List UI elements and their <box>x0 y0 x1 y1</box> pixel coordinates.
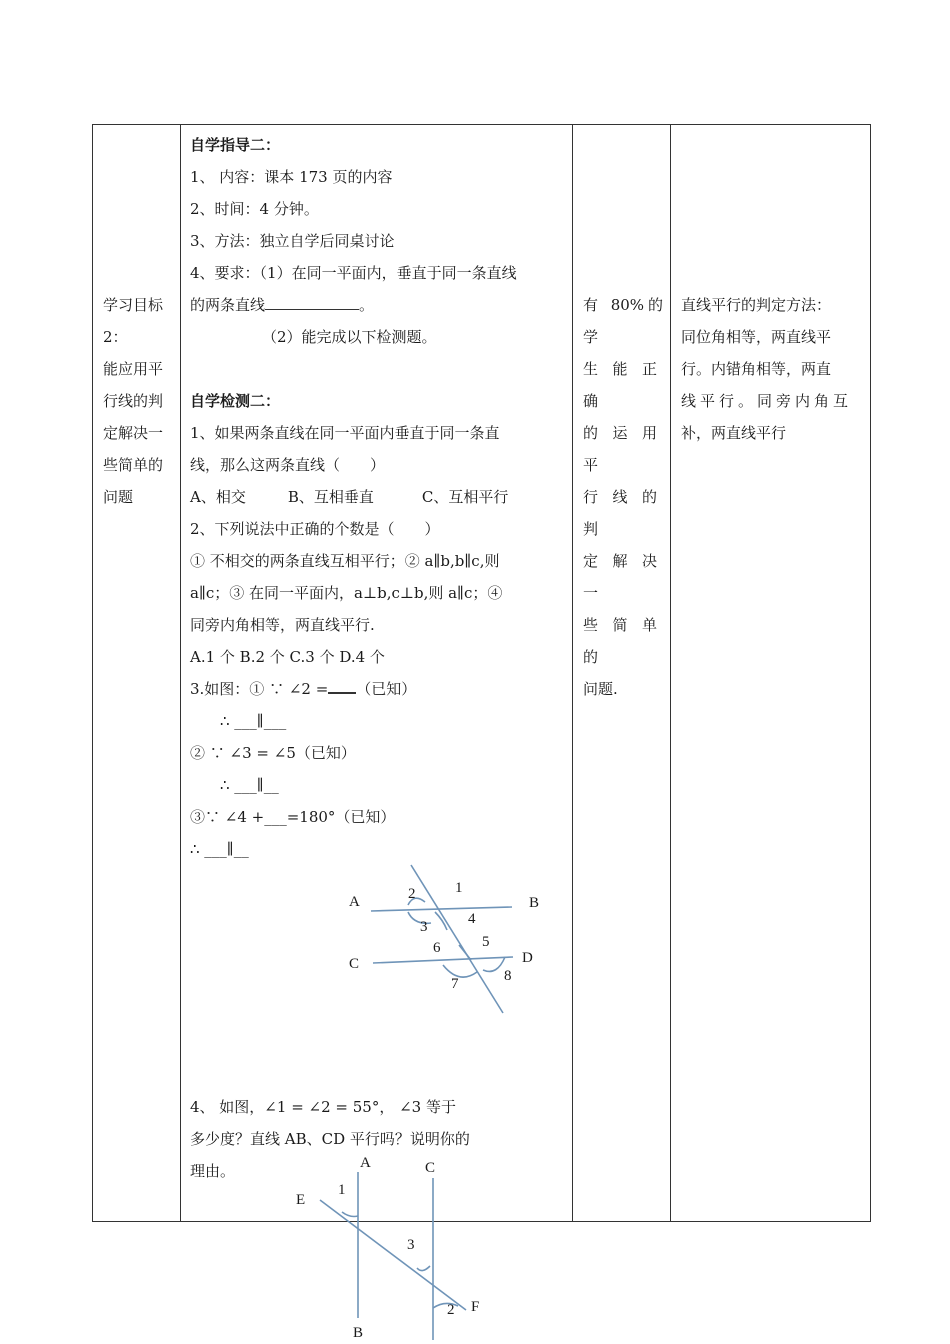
fig1-label: 5 <box>482 934 490 950</box>
method-summary <box>681 289 863 449</box>
line-ab <box>371 907 512 911</box>
learning-goal <box>103 289 175 513</box>
fig2-label: 3 <box>407 1237 415 1253</box>
guide-item: 3、方法：独立自学后同桌讨论 <box>190 232 395 250</box>
fig1-label: C <box>349 956 360 972</box>
method-line: 补，两直线平行 <box>681 424 787 442</box>
method-line: 直线平行的判定方法： <box>681 296 832 314</box>
q3-text: （已知） <box>356 680 417 698</box>
q2-line: 同旁内角相等，两直线平行. <box>190 616 375 634</box>
content-cell <box>181 125 573 1222</box>
guide-text: 的两条直线 <box>190 296 266 314</box>
q3-line: ∴ ___∥___ <box>220 712 287 730</box>
assessment-cell <box>573 125 671 1222</box>
goal-line: 问题 <box>103 488 134 506</box>
method-cell <box>671 125 871 1222</box>
line-ef <box>320 1200 466 1310</box>
q3-line: ∴ ___∥__ <box>220 776 279 794</box>
assess-line: 定解决一 <box>583 552 663 602</box>
assess-line: 的运用平 <box>583 424 663 474</box>
fig1-label: B <box>529 895 540 911</box>
fig1-label: A <box>349 894 360 910</box>
q3-line: ② ∵ ∠3 = ∠5（已知） <box>190 744 356 762</box>
assess-line: 生能正确 <box>583 360 663 410</box>
q3-text: 3.如图：① ∵ ∠2 = <box>190 680 329 698</box>
assess-line: 些简单的 <box>583 616 663 666</box>
fig1-label: 1 <box>455 880 463 896</box>
fig1-label: 7 <box>451 976 459 992</box>
parallel-lines-figure-2 <box>290 1150 500 1344</box>
assess-line: 行线的判 <box>583 488 663 538</box>
lesson-table <box>92 124 871 1222</box>
angle-arc-5 <box>459 945 471 960</box>
guide-item-with-blank <box>190 289 566 321</box>
angle-arc-7 <box>443 965 477 977</box>
q4-line: 4、 如图，∠1 = ∠2 = 55°， ∠3 等于 <box>190 1098 456 1116</box>
goal-line: 行线的判 <box>103 392 164 410</box>
guide-item: 2、时间：4 分钟。 <box>190 200 319 218</box>
q2-line: ① 不相交的两条直线互相平行；② a∥b,b∥c,则 <box>190 552 500 570</box>
method-line: 同位角相等，两直线平 <box>681 328 832 346</box>
answer-blank[interactable] <box>265 291 359 310</box>
q2-options: A.1 个 B.2 个 C.3 个 D.4 个 <box>190 648 385 666</box>
fig1-label: 6 <box>433 940 441 956</box>
q1-options <box>190 481 566 513</box>
goal-cell <box>93 125 181 1222</box>
fig1-label: 8 <box>504 968 512 984</box>
method-line: 行。内错角相等，两直 <box>681 360 832 378</box>
parallel-lines-figure-1 <box>351 860 551 1020</box>
angle-arc-1 <box>342 1212 358 1217</box>
fig2-label: 1 <box>338 1182 346 1198</box>
q2-line: a∥c；③ 在同一平面内，a⊥b,c⊥b,则 a∥c；④ <box>190 584 503 602</box>
q2-line: 2、下列说法中正确的个数是（ ） <box>190 520 440 538</box>
q1-line: 1、如果两条直线在同一平面内垂直于同一条直 <box>190 424 500 442</box>
assessment-target <box>583 289 663 705</box>
goal-line: 能应用平 <box>103 360 164 378</box>
fig2-label: B <box>353 1325 364 1341</box>
fig2-label: E <box>296 1192 306 1208</box>
fig1-label: 4 <box>468 911 476 927</box>
angle-arc-3 <box>417 1266 430 1271</box>
goal-line: 2： <box>103 328 128 346</box>
table-row <box>93 125 871 1222</box>
q1-line: 线，那么这两条直线（ ） <box>190 456 386 474</box>
guide-text: 。 <box>359 296 375 314</box>
guide-item: 1、 内容：课本 173 页的内容 <box>190 168 393 186</box>
fig2-label: F <box>471 1299 480 1315</box>
angle-arc-8 <box>483 957 505 971</box>
goal-line: 学习目标 <box>103 296 164 314</box>
self-study-content <box>190 129 566 865</box>
guide-item: 4、要求：（1）在同一平面内，垂直于同一条直线 <box>190 264 517 282</box>
fig1-label: D <box>522 950 533 966</box>
option: C、互相平行 <box>421 488 509 506</box>
test-title: 自学检测二： <box>190 392 281 410</box>
guide-item: （2）能完成以下检测题。 <box>262 328 437 346</box>
fig1-label: 2 <box>408 886 416 902</box>
fig1-label: 3 <box>420 919 428 935</box>
fig2-label: A <box>360 1155 371 1171</box>
assess-line: 问题. <box>583 680 618 698</box>
option: A、相交 <box>190 488 246 506</box>
q4-line: 理由。 <box>190 1162 236 1180</box>
q3-line: ③∵ ∠4 +___=180°（已知） <box>190 808 396 826</box>
q3-line <box>190 673 566 705</box>
fig2-label: C <box>425 1160 436 1176</box>
q3-line: ∴ ___∥__ <box>190 840 249 858</box>
assess-line: 有 80%的学 <box>583 296 663 346</box>
goal-line: 定解决一 <box>103 424 164 442</box>
line-cd <box>373 957 513 963</box>
answer-blank[interactable] <box>328 674 356 694</box>
method-line: 线平行。同旁内角互 <box>681 392 853 410</box>
goal-line: 些简单的 <box>103 456 164 474</box>
guide-title: 自学指导二： <box>190 136 281 154</box>
fig2-label: 2 <box>447 1302 455 1318</box>
option: B、互相垂直 <box>287 488 374 506</box>
q4-line: 多少度？直线 AB、CD 平行吗？说明你的 <box>190 1130 470 1148</box>
spacer <box>190 353 566 385</box>
